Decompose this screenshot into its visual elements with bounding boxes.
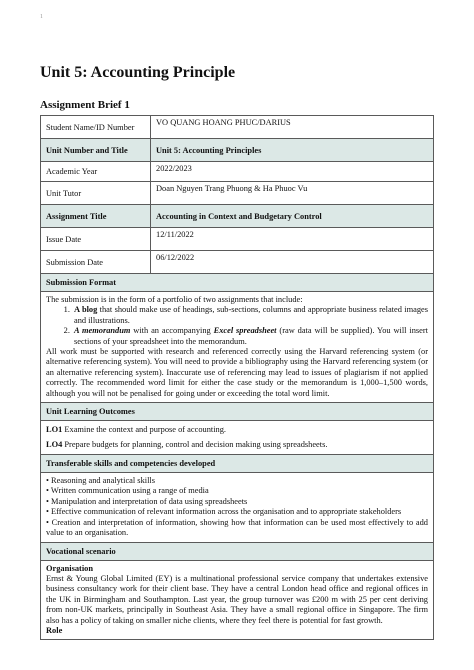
lo1-code: LO1 xyxy=(46,425,63,435)
issue-value: 12/11/2022 xyxy=(151,228,434,251)
learning-outcome-1 xyxy=(46,425,428,434)
memorandum-description: (raw data will be supplied). You will insert sections of your spreadsheet into the memorandum. xyxy=(74,326,429,346)
excel-term: Excel spreadsheet xyxy=(213,326,277,336)
submission-format-body-row xyxy=(41,292,434,403)
learning-outcome-4 xyxy=(46,440,428,449)
submission-requirements: All work must be supported with research and referenced correctly using the Harvard referencing system (or alternative referencing system). You will need to provide a bibliography using the Harvard referencing system (or an alternative referencing system). Inaccurate use of referencing may lead to issues of plagiarism if not applied correctly. The recommended word limit for either the case study or the memorandum is 1,000–1,500 words, although you will not be penalised for going under or exceeding the total word limit. xyxy=(46,347,428,398)
lo4-text: Prepare budgets for planning, control and decision making using spreadsheets. xyxy=(62,440,328,450)
submission-format-heading-row xyxy=(41,274,434,292)
submission-list xyxy=(46,305,428,347)
skills-body-row xyxy=(41,473,434,542)
lo4-code: LO4 xyxy=(46,440,63,450)
submission-format-body xyxy=(41,292,434,403)
issue-label: Issue Date xyxy=(41,228,151,251)
assignment-brief-table xyxy=(40,115,434,640)
submission-format-heading: Submission Format xyxy=(41,274,434,292)
student-value: VO QUANG HOANG PHUC/DARIUS xyxy=(151,116,434,139)
submission-value: 06/12/2022 xyxy=(151,251,434,274)
unit-label: Unit Number and Title xyxy=(41,139,151,162)
unit-row xyxy=(41,139,434,162)
assignment-row xyxy=(41,205,434,228)
blog-term: A blog xyxy=(74,305,98,315)
tutor-row xyxy=(41,182,434,205)
issue-row xyxy=(41,228,434,251)
document-title: Unit 5: Accounting Principle xyxy=(40,64,236,81)
organisation-text: Ernst & Young Global Limited (EY) is a multinational professional service company that undertakes extensive business consultancy work for their client base. They have a central London head office and regional offices in the UK in Birmingham and Southampton. Last year, the group turnover was £200 m with 25 per cent deriving from non-UK markets, principally in Southeast Asia. They have a small regional office in Singapore. The firm also has a policy of taking on smaller niche clients, where they feel there is potential for fast growth. xyxy=(46,573,428,625)
submission-item-memorandum xyxy=(72,326,428,347)
skill-item: • Written communication using a range of media xyxy=(46,486,209,496)
student-row xyxy=(41,116,434,139)
blog-description: that should make use of headings, sub-sections, columns and appropriate business related images and illustrations. xyxy=(74,305,428,325)
year-row xyxy=(41,162,434,182)
scenario-heading-row xyxy=(41,542,434,560)
skills-heading: Transferable skills and competencies developed xyxy=(41,455,434,473)
unit-value: Unit 5: Accounting Principles xyxy=(151,139,434,162)
skill-item: • Reasoning and analytical skills xyxy=(46,476,155,486)
scenario-heading: Vocational scenario xyxy=(41,542,434,560)
skills-heading-row xyxy=(41,455,434,473)
skill-item: • Manipulation and interpretation of data using spreadsheets xyxy=(46,496,248,506)
student-label: Student Name/ID Number xyxy=(41,116,151,139)
submission-label: Submission Date xyxy=(41,251,151,274)
scenario-body-row xyxy=(41,560,434,640)
tutor-label: Unit Tutor xyxy=(41,182,151,205)
organisation-heading: Organisation xyxy=(46,563,93,573)
assignment-value: Accounting in Context and Budgetary Control xyxy=(151,205,434,228)
skill-item: • Creation and interpretation of information, showing how that information can be used most effectively to add value to an organisation. xyxy=(46,517,428,538)
lo1-text: Examine the context and purpose of accounting. xyxy=(62,425,227,435)
assignment-label: Assignment Title xyxy=(41,205,151,228)
learning-outcomes-body-row xyxy=(41,421,434,455)
scenario-body xyxy=(41,560,434,640)
memorandum-connector: with an accompanying xyxy=(130,326,214,336)
learning-outcomes-heading-row xyxy=(41,403,434,421)
memorandum-term: A memorandum xyxy=(74,326,131,336)
page-marker: 1 xyxy=(40,14,43,20)
skills-body xyxy=(41,473,434,542)
skill-item: • Effective communication of relevant information across the organisation and to appropriate stakeholders xyxy=(46,507,402,517)
role-heading: Role xyxy=(46,625,63,635)
submission-intro: The submission is in the form of a portfolio of two assignments that include: xyxy=(46,295,303,304)
document-subtitle: Assignment Brief 1 xyxy=(40,99,130,111)
tutor-value: Doan Nguyen Trang Phuong & Ha Phuoc Vu xyxy=(151,182,434,205)
learning-outcomes-heading: Unit Learning Outcomes xyxy=(41,403,434,421)
learning-outcomes-body xyxy=(41,421,434,455)
submission-item-blog xyxy=(72,305,428,326)
submission-row xyxy=(41,251,434,274)
year-label: Academic Year xyxy=(41,162,151,182)
year-value: 2022/2023 xyxy=(151,162,434,182)
